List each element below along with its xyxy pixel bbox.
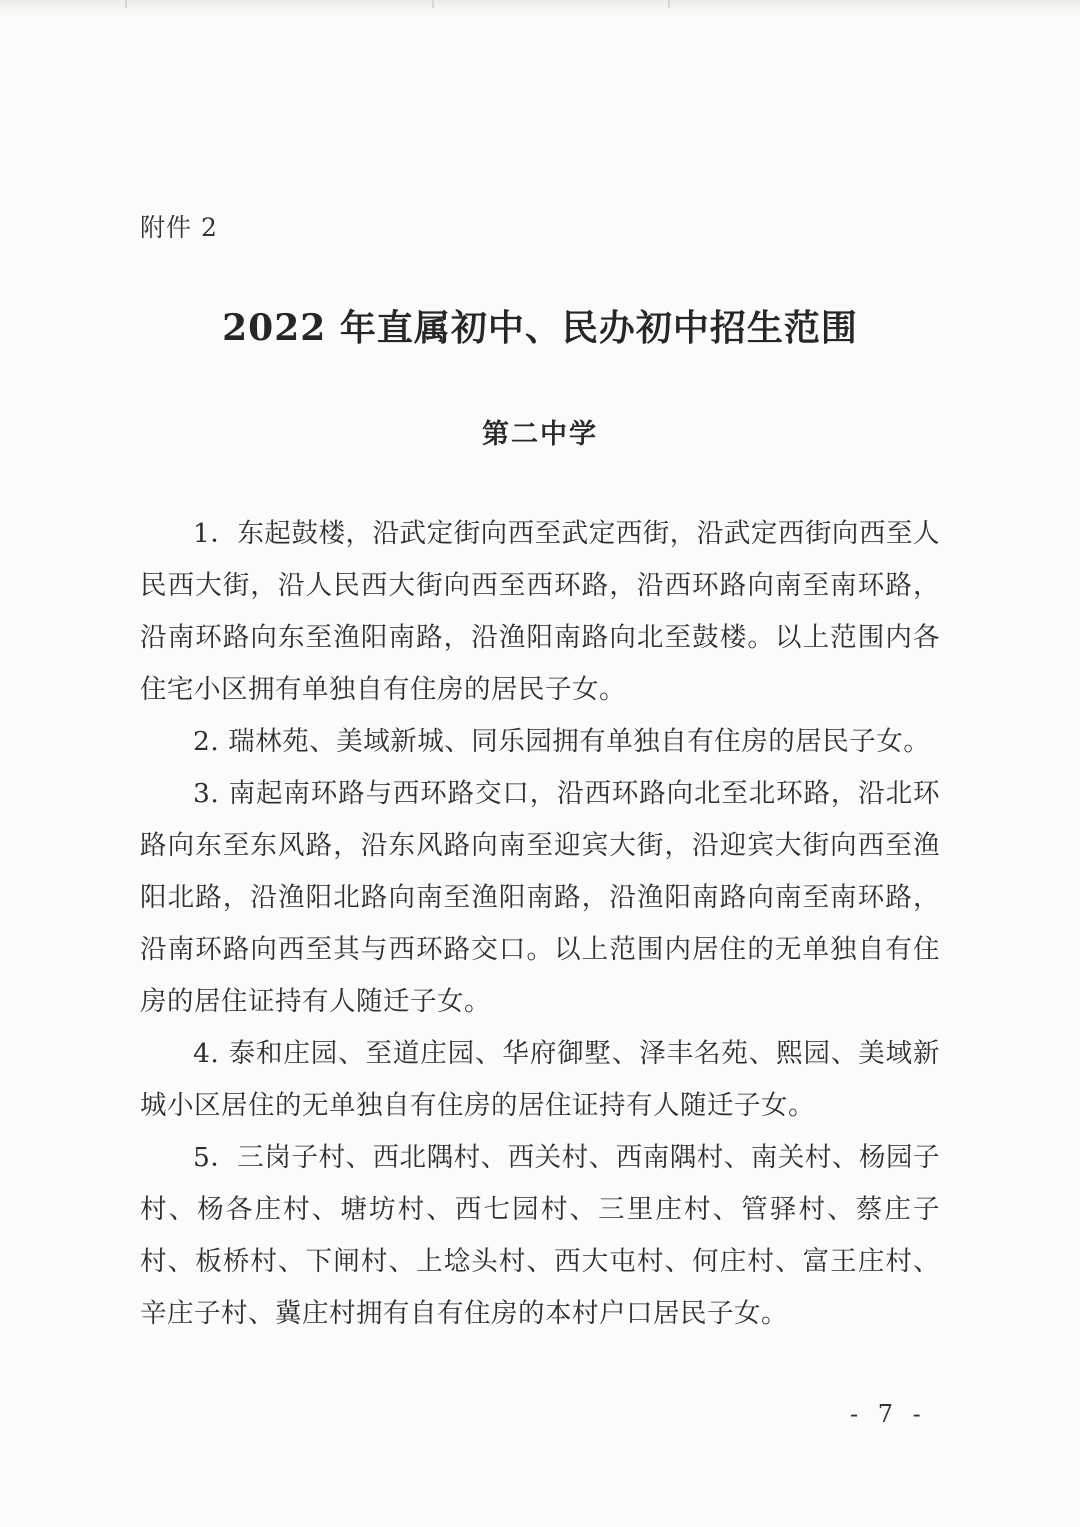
paragraph-5: 5．三岗子村、西北隅村、西关村、西南隅村、南关村、杨园子村、杨各庄村、塘坊村、西七园村、三里庄村、管驿村、蔡庄子村、板桥村、下闸村、上埝头村、西大屯村、何庄村、富王庄村、辛庄子村、冀庄村拥有自有住房的本村户口居民子女。 [140, 1142, 940, 1329]
scan-mark [432, 0, 434, 8]
paragraph-3: 3. 南起南环路与西环路交口，沿西环路向北至北环路，沿北环路向东至东风路，沿东风路向南至迎宾大街，沿迎宾大街向西至渔阳北路，沿渔阳北路向南至渔阳南路，沿渔阳南路向南至南环路，沿南环路向西至其与西环路交口。以上范围内居住的无单独自有住房的居住证持有人随迁子女。 [140, 778, 940, 1017]
scan-mark [125, 0, 127, 8]
document-title: 2022 年直属初中、民办初中招生范围 [222, 307, 858, 349]
scan-top-edge [0, 0, 1080, 14]
paragraph-2: 2. 瑞林苑、美域新城、同乐园拥有单独自有住房的居民子女。 [193, 726, 931, 757]
paragraph-1: 1．东起鼓楼，沿武定街向西至武定西街，沿武定西街向西至人民西大街，沿人民西大街向西至西环路，沿西环路向南至南环路，沿南环路向东至渔阳南路，沿渔阳南路向北至鼓楼。以上范围内各住宅小区拥有单独自有住房的居民子女。 [140, 518, 940, 705]
document-body [140, 508, 940, 1340]
page-number: - 7 - [850, 1400, 927, 1428]
school-name: 第二中学 [482, 419, 598, 450]
scan-mark [668, 0, 670, 8]
paragraph-4: 4. 泰和庄园、至道庄园、华府御墅、泽丰名苑、熙园、美域新城小区居住的无单独自有住房的居住证持有人随迁子女。 [140, 1038, 940, 1121]
attachment-label: 附件 2 [140, 213, 218, 242]
